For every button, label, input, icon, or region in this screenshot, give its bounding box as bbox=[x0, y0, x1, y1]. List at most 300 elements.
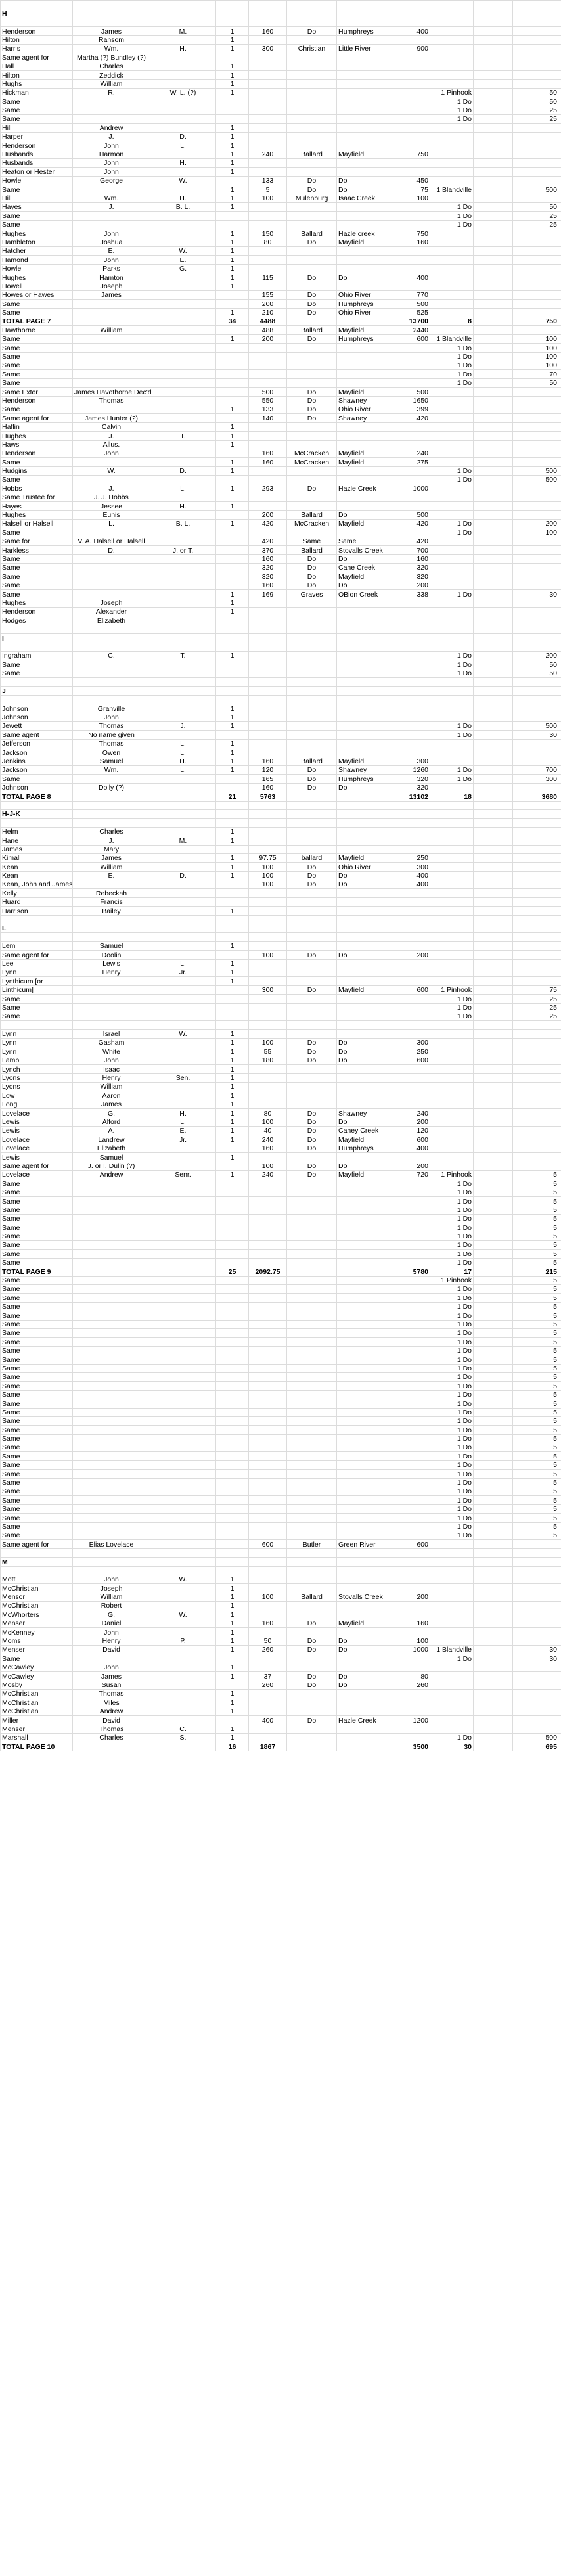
polls-cell: 1 bbox=[216, 1610, 249, 1619]
polls-cell bbox=[216, 1328, 249, 1337]
lot-value-cell: 500 bbox=[513, 466, 561, 475]
watercourse-cell bbox=[337, 1698, 393, 1707]
lot-value-cell: 25 bbox=[513, 995, 561, 1003]
given-name-cell: No name given bbox=[73, 731, 150, 739]
acres-cell bbox=[249, 1399, 287, 1408]
polls-cell bbox=[216, 880, 249, 889]
surname-cell: Menser bbox=[1, 1725, 73, 1733]
watercourse-cell: Mayfield bbox=[337, 1170, 393, 1179]
acres-cell bbox=[249, 1522, 287, 1531]
middle-name-cell bbox=[150, 1426, 216, 1434]
surname-cell: Same bbox=[1, 1223, 73, 1232]
polls-cell bbox=[216, 300, 249, 308]
polls-cell: 1 bbox=[216, 1083, 249, 1091]
town-lots-cell bbox=[430, 405, 474, 413]
middle-name-cell: J. or T. bbox=[150, 546, 216, 554]
polls-cell bbox=[216, 554, 249, 563]
watercourse-cell bbox=[337, 1470, 393, 1478]
town-lots-cell: 1 Do bbox=[430, 466, 474, 475]
watercourse-cell: Mayfield bbox=[337, 757, 393, 765]
county-cell bbox=[287, 422, 337, 431]
acres-cell bbox=[249, 933, 287, 941]
town-lots-cell: 1 Do bbox=[430, 1390, 474, 1399]
town-cell bbox=[474, 1047, 513, 1056]
lot-value-cell: 5 bbox=[513, 1232, 561, 1240]
polls-cell bbox=[216, 176, 249, 185]
watercourse-cell bbox=[337, 1214, 393, 1223]
land-value-cell: 120 bbox=[393, 1127, 430, 1135]
county-cell: Christian bbox=[287, 44, 337, 53]
acres-cell bbox=[249, 1558, 287, 1566]
acres-cell bbox=[249, 1460, 287, 1469]
land-value-cell bbox=[393, 9, 430, 18]
middle-name-cell: T. bbox=[150, 651, 216, 660]
county-cell bbox=[287, 1742, 337, 1751]
ledger-row bbox=[1, 651, 561, 660]
surname-cell: Same bbox=[1, 220, 73, 229]
town-lots-cell bbox=[430, 572, 474, 581]
county-cell bbox=[287, 897, 337, 906]
given-name-cell: E. bbox=[73, 871, 150, 880]
county-cell bbox=[287, 1382, 337, 1390]
ledger-row bbox=[1, 185, 561, 194]
land-value-cell bbox=[393, 845, 430, 853]
town-cell bbox=[474, 124, 513, 132]
surname-cell: Lewis bbox=[1, 1118, 73, 1126]
ledger-row bbox=[1, 256, 561, 264]
land-value-cell: 160 bbox=[393, 554, 430, 563]
polls-cell bbox=[216, 1504, 249, 1513]
middle-name-cell bbox=[150, 1328, 216, 1337]
polls-cell bbox=[216, 1232, 249, 1240]
acres-cell bbox=[249, 1100, 287, 1108]
surname-cell: Lynch bbox=[1, 1065, 73, 1073]
acres-cell bbox=[249, 845, 287, 853]
ledger-row bbox=[1, 520, 561, 528]
given-name-cell bbox=[73, 1416, 150, 1425]
county-cell bbox=[287, 132, 337, 141]
ledger-row bbox=[1, 827, 561, 836]
given-name-cell: Mary bbox=[73, 845, 150, 853]
watercourse-cell: Humphreys bbox=[337, 1144, 393, 1152]
surname-cell: Jefferson bbox=[1, 739, 73, 748]
town-lots-cell bbox=[430, 1663, 474, 1671]
land-value-cell: 320 bbox=[393, 564, 430, 572]
county-cell bbox=[287, 1478, 337, 1487]
polls-cell bbox=[216, 1162, 249, 1170]
middle-name-cell: C. bbox=[150, 1725, 216, 1733]
middle-name-cell bbox=[150, 775, 216, 783]
county-cell bbox=[287, 616, 337, 625]
acres-cell bbox=[249, 1372, 287, 1381]
watercourse-cell bbox=[337, 378, 393, 387]
lot-value-cell bbox=[513, 27, 561, 35]
town-cell bbox=[474, 1153, 513, 1162]
town-lots-cell: 1 Blandville bbox=[430, 1646, 474, 1654]
middle-name-cell: L. bbox=[150, 739, 216, 748]
land-value-cell bbox=[393, 801, 430, 809]
lot-value-cell bbox=[513, 44, 561, 53]
county-cell: Graves bbox=[287, 590, 337, 599]
ledger-row bbox=[1, 229, 561, 238]
acres-cell bbox=[249, 1690, 287, 1698]
ledger-row bbox=[1, 1460, 561, 1469]
town-lots-cell bbox=[430, 1144, 474, 1152]
middle-name-cell bbox=[150, 1047, 216, 1056]
lot-value-cell bbox=[513, 62, 561, 70]
lot-value-cell bbox=[513, 564, 561, 572]
lot-value-cell: 5 bbox=[513, 1443, 561, 1452]
watercourse-cell bbox=[337, 1548, 393, 1557]
lot-value-cell bbox=[513, 1083, 561, 1091]
land-value-cell bbox=[393, 1514, 430, 1522]
ledger-row bbox=[1, 88, 561, 97]
acres-cell: 160 bbox=[249, 554, 287, 563]
county-cell bbox=[287, 1294, 337, 1302]
surname-cell: Same bbox=[1, 1504, 73, 1513]
watercourse-cell bbox=[337, 53, 393, 62]
county-cell bbox=[287, 704, 337, 713]
watercourse-cell bbox=[337, 722, 393, 731]
polls-cell: 1 bbox=[216, 1153, 249, 1162]
land-value-cell: 420 bbox=[393, 414, 430, 422]
town-lots-cell: 1 Do bbox=[430, 352, 474, 361]
town-cell bbox=[474, 1426, 513, 1434]
middle-name-cell bbox=[150, 731, 216, 739]
land-value-cell: 100 bbox=[393, 194, 430, 202]
given-name-cell: Wm. bbox=[73, 765, 150, 774]
land-value-cell bbox=[393, 1566, 430, 1575]
given-name-cell: Charles bbox=[73, 1733, 150, 1742]
ledger-row bbox=[1, 1302, 561, 1311]
town-cell bbox=[474, 344, 513, 352]
town-lots-cell bbox=[430, 827, 474, 836]
acres-cell bbox=[249, 695, 287, 704]
acres-cell: 155 bbox=[249, 290, 287, 299]
county-cell: Ballard bbox=[287, 150, 337, 158]
acres-cell: 300 bbox=[249, 44, 287, 53]
town-cell bbox=[474, 282, 513, 290]
given-name-cell bbox=[73, 1355, 150, 1364]
lot-value-cell bbox=[513, 959, 561, 968]
polls-cell: 1 bbox=[216, 1593, 249, 1601]
middle-name-cell bbox=[150, 1241, 216, 1250]
middle-name-cell bbox=[150, 1496, 216, 1504]
surname-cell: Same bbox=[1, 572, 73, 581]
town-cell bbox=[474, 1355, 513, 1364]
middle-name-cell bbox=[150, 528, 216, 537]
surname-cell: Same agent for bbox=[1, 414, 73, 422]
acres-cell bbox=[249, 1338, 287, 1346]
lot-value-cell bbox=[513, 880, 561, 889]
lot-value-cell bbox=[513, 493, 561, 501]
ledger-row bbox=[1, 176, 561, 185]
middle-name-cell bbox=[150, 599, 216, 607]
middle-name-cell bbox=[150, 220, 216, 229]
middle-name-cell bbox=[150, 1346, 216, 1355]
watercourse-cell bbox=[337, 88, 393, 97]
land-value-cell bbox=[393, 1003, 430, 1012]
land-value-cell bbox=[393, 1602, 430, 1610]
county-cell bbox=[287, 1188, 337, 1196]
watercourse-cell: OBion Creek bbox=[337, 590, 393, 599]
ledger-row bbox=[1, 616, 561, 625]
town-cell bbox=[474, 977, 513, 985]
polls-cell bbox=[216, 370, 249, 378]
ledger-row bbox=[1, 775, 561, 783]
watercourse-cell: Humphreys bbox=[337, 775, 393, 783]
middle-name-cell bbox=[150, 1285, 216, 1294]
town-cell bbox=[474, 554, 513, 563]
middle-name-cell: T. bbox=[150, 432, 216, 440]
polls-cell bbox=[216, 1716, 249, 1725]
polls-cell bbox=[216, 1531, 249, 1539]
watercourse-cell: Ohio River bbox=[337, 308, 393, 317]
polls-cell: 1 bbox=[216, 256, 249, 264]
town-cell bbox=[474, 1118, 513, 1126]
surname-cell: Same bbox=[1, 660, 73, 669]
town-lots-cell bbox=[430, 168, 474, 176]
watercourse-cell: Do bbox=[337, 1646, 393, 1654]
surname-cell: Miller bbox=[1, 1716, 73, 1725]
polls-cell: 1 bbox=[216, 1100, 249, 1108]
polls-cell bbox=[216, 933, 249, 941]
town-cell bbox=[474, 1470, 513, 1478]
lot-value-cell: 30 bbox=[513, 1646, 561, 1654]
town-cell bbox=[474, 1197, 513, 1206]
county-cell bbox=[287, 625, 337, 633]
ledger-row bbox=[1, 422, 561, 431]
acres-cell: 100 bbox=[249, 194, 287, 202]
watercourse-cell bbox=[337, 634, 393, 643]
ledger-row bbox=[1, 607, 561, 616]
ledger-row bbox=[1, 405, 561, 413]
given-name-cell bbox=[73, 634, 150, 643]
surname-cell: Same bbox=[1, 1338, 73, 1346]
town-lots-cell bbox=[430, 1690, 474, 1698]
given-name-cell bbox=[73, 317, 150, 326]
acres-cell: 160 bbox=[249, 581, 287, 589]
county-cell bbox=[287, 352, 337, 361]
land-value-cell bbox=[393, 440, 430, 449]
surname-cell: Same bbox=[1, 1416, 73, 1425]
given-name-cell: Gasham bbox=[73, 1039, 150, 1047]
given-name-cell bbox=[73, 1328, 150, 1337]
given-name-cell: Elizabeth bbox=[73, 1144, 150, 1152]
given-name-cell: John bbox=[73, 141, 150, 150]
given-name-cell: David bbox=[73, 1716, 150, 1725]
land-value-cell bbox=[393, 1426, 430, 1434]
surname-cell: TOTAL PAGE 8 bbox=[1, 792, 73, 801]
acres-cell bbox=[249, 168, 287, 176]
acres-cell bbox=[249, 977, 287, 985]
town-cell bbox=[474, 1302, 513, 1311]
acres-cell bbox=[249, 264, 287, 273]
given-name-cell: Dolly (?) bbox=[73, 783, 150, 792]
lot-value-cell bbox=[513, 1109, 561, 1118]
surname-cell: Same bbox=[1, 669, 73, 677]
town-cell bbox=[474, 1162, 513, 1170]
land-value-cell: 300 bbox=[393, 1039, 430, 1047]
ledger-row bbox=[1, 1575, 561, 1583]
acres-cell: 100 bbox=[249, 951, 287, 959]
lot-value-cell: 215 bbox=[513, 1267, 561, 1276]
acres-cell: 50 bbox=[249, 1637, 287, 1645]
town-cell bbox=[474, 1487, 513, 1496]
polls-cell: 1 bbox=[216, 141, 249, 150]
county-cell bbox=[287, 836, 337, 845]
polls-cell: 1 bbox=[216, 1135, 249, 1144]
watercourse-cell: Do bbox=[337, 554, 393, 563]
middle-name-cell: L. bbox=[150, 748, 216, 757]
county-cell bbox=[287, 1628, 337, 1637]
polls-cell bbox=[216, 625, 249, 633]
given-name-cell: Samuel bbox=[73, 757, 150, 765]
acres-cell bbox=[249, 1548, 287, 1557]
given-name-cell: Thomas bbox=[73, 1725, 150, 1733]
town-lots-cell bbox=[430, 1628, 474, 1637]
polls-cell: 1 bbox=[216, 124, 249, 132]
land-value-cell bbox=[393, 968, 430, 976]
watercourse-cell bbox=[337, 687, 393, 695]
surname-cell bbox=[1, 695, 73, 704]
town-cell bbox=[474, 1091, 513, 1100]
acres-cell bbox=[249, 634, 287, 643]
town-lots-cell bbox=[430, 414, 474, 422]
lot-value-cell bbox=[513, 1575, 561, 1583]
given-name-cell: White bbox=[73, 1047, 150, 1056]
acres-cell bbox=[249, 440, 287, 449]
land-value-cell bbox=[393, 1302, 430, 1311]
land-value-cell bbox=[393, 168, 430, 176]
acres-cell bbox=[249, 1610, 287, 1619]
ledger-row bbox=[1, 62, 561, 70]
town-lots-cell bbox=[430, 159, 474, 168]
land-value-cell bbox=[393, 378, 430, 387]
town-cell bbox=[474, 1390, 513, 1399]
county-cell: Do bbox=[287, 185, 337, 194]
acres-cell bbox=[249, 1241, 287, 1250]
watercourse-cell bbox=[337, 168, 393, 176]
polls-cell: 1 bbox=[216, 607, 249, 616]
polls-cell bbox=[216, 995, 249, 1003]
polls-cell bbox=[216, 352, 249, 361]
lot-value-cell: 5 bbox=[513, 1514, 561, 1522]
lot-value-cell bbox=[513, 440, 561, 449]
surname-cell: Same bbox=[1, 1434, 73, 1443]
given-name-cell: Eunis bbox=[73, 510, 150, 519]
town-lots-cell bbox=[430, 783, 474, 792]
watercourse-cell bbox=[337, 212, 393, 220]
land-value-cell bbox=[393, 246, 430, 255]
county-cell: Do bbox=[287, 775, 337, 783]
middle-name-cell bbox=[150, 819, 216, 827]
ledger-row bbox=[1, 1593, 561, 1601]
ledger-row bbox=[1, 695, 561, 704]
land-value-cell bbox=[393, 1690, 430, 1698]
acres-cell bbox=[249, 1073, 287, 1082]
acres-cell bbox=[249, 1223, 287, 1232]
polls-cell: 1 bbox=[216, 1690, 249, 1698]
land-value-cell bbox=[393, 1610, 430, 1619]
surname-cell: Same bbox=[1, 1654, 73, 1663]
town-lots-cell bbox=[430, 282, 474, 290]
acres-cell bbox=[249, 1470, 287, 1478]
polls-cell: 1 bbox=[216, 264, 249, 273]
county-cell bbox=[287, 1, 337, 9]
watercourse-cell bbox=[337, 1452, 393, 1460]
lot-value-cell bbox=[513, 783, 561, 792]
acres-cell: 160 bbox=[249, 1619, 287, 1627]
town-cell bbox=[474, 18, 513, 26]
surname-cell: Mott bbox=[1, 1575, 73, 1583]
ledger-row bbox=[1, 220, 561, 229]
polls-cell bbox=[216, 951, 249, 959]
lot-value-cell: 700 bbox=[513, 765, 561, 774]
town-lots-cell bbox=[430, 27, 474, 35]
watercourse-cell bbox=[337, 1478, 393, 1487]
land-value-cell bbox=[393, 1073, 430, 1082]
town-lots-cell bbox=[430, 880, 474, 889]
given-name-cell: Doolin bbox=[73, 951, 150, 959]
town-lots-cell bbox=[430, 933, 474, 941]
county-cell: Do bbox=[287, 564, 337, 572]
polls-cell: 1 bbox=[216, 132, 249, 141]
given-name-cell: Andrew bbox=[73, 1707, 150, 1715]
polls-cell: 1 bbox=[216, 863, 249, 871]
middle-name-cell bbox=[150, 414, 216, 422]
town-lots-cell bbox=[430, 1135, 474, 1144]
acres-cell: 500 bbox=[249, 388, 287, 396]
lot-value-cell bbox=[513, 1091, 561, 1100]
acres-cell bbox=[249, 827, 287, 836]
middle-name-cell: S. bbox=[150, 1733, 216, 1742]
acres-cell: 160 bbox=[249, 458, 287, 466]
given-name-cell: William bbox=[73, 1083, 150, 1091]
middle-name-cell bbox=[150, 933, 216, 941]
town-cell bbox=[474, 502, 513, 510]
town-cell bbox=[474, 968, 513, 976]
town-cell bbox=[474, 326, 513, 334]
middle-name-cell bbox=[150, 62, 216, 70]
given-name-cell bbox=[73, 1179, 150, 1188]
town-lots-cell bbox=[430, 1118, 474, 1126]
lot-value-cell bbox=[513, 1602, 561, 1610]
given-name-cell: Miles bbox=[73, 1698, 150, 1707]
middle-name-cell bbox=[150, 1716, 216, 1725]
polls-cell: 1 bbox=[216, 651, 249, 660]
given-name-cell bbox=[73, 476, 150, 484]
ledger-row bbox=[1, 1021, 561, 1029]
land-value-cell bbox=[393, 1504, 430, 1513]
middle-name-cell bbox=[150, 53, 216, 62]
ledger-row bbox=[1, 1522, 561, 1531]
town-lots-cell bbox=[430, 1610, 474, 1619]
county-cell bbox=[287, 995, 337, 1003]
town-cell bbox=[474, 599, 513, 607]
county-cell bbox=[287, 88, 337, 97]
ledger-row bbox=[1, 106, 561, 114]
given-name-cell bbox=[73, 1003, 150, 1012]
ledger-row bbox=[1, 564, 561, 572]
town-cell bbox=[474, 1707, 513, 1715]
watercourse-cell bbox=[337, 1390, 393, 1399]
town-lots-cell bbox=[430, 581, 474, 589]
town-lots-cell: 1 Do bbox=[430, 212, 474, 220]
surname-cell: Henderson bbox=[1, 607, 73, 616]
middle-name-cell bbox=[150, 510, 216, 519]
town-lots-cell: 1 Do bbox=[430, 1487, 474, 1496]
